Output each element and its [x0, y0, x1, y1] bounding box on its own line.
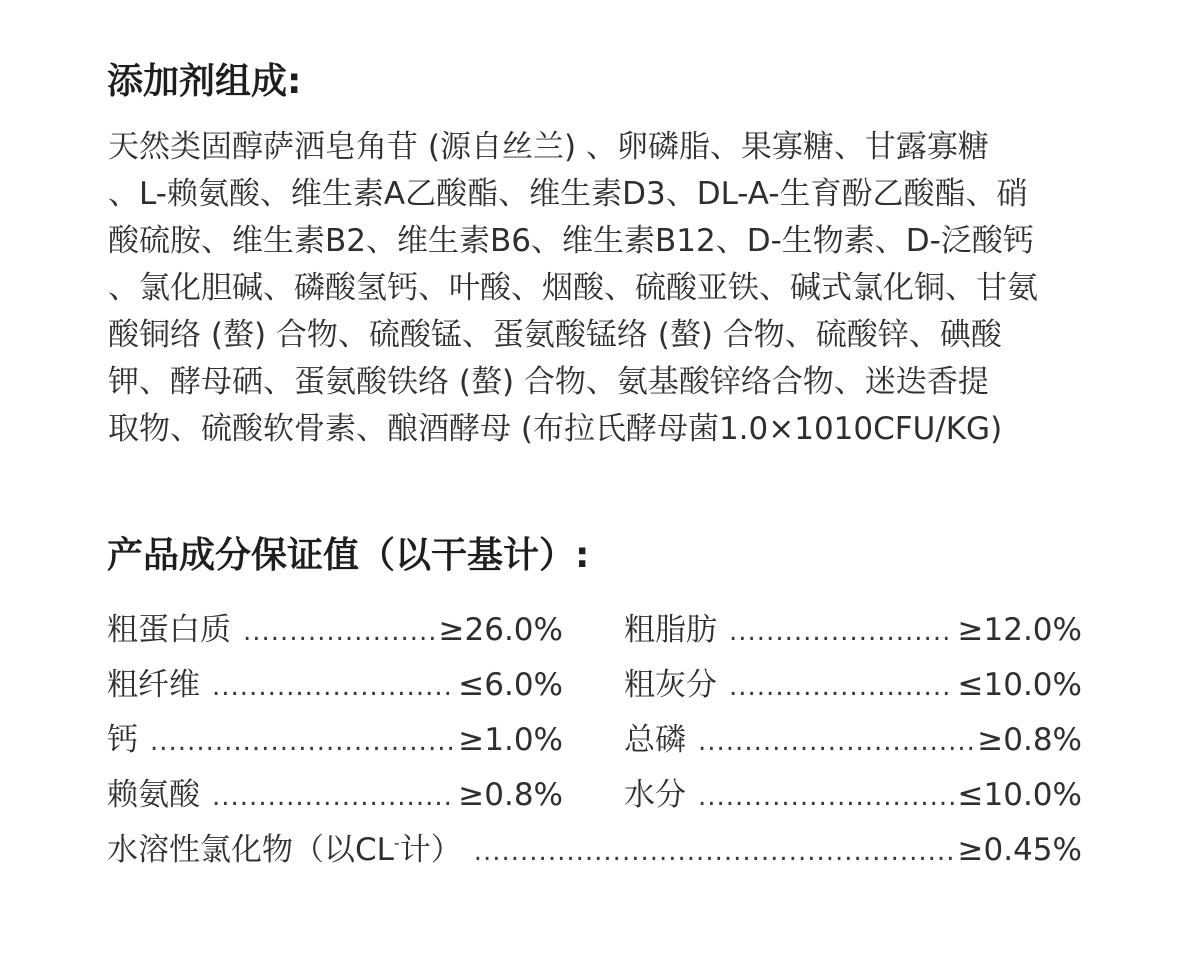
dot-leader [474, 837, 954, 867]
dot-leader [729, 617, 954, 647]
analysis-row-calcium [107, 714, 563, 760]
additives-line: 、L-赖氨酸、维生素A乙酸酯、维生素D3、DL-A-生育酚乙酸酯、硝 [108, 176, 1028, 212]
additives-title: 添加剂组成: [107, 61, 302, 102]
analysis-value: ≥26.0% [438, 612, 563, 648]
additives-line: 酸硫胺、维生素B2、维生素B6、维生素B12、D-生物素、D-泛酸钙 [108, 223, 1034, 259]
dot-leader [698, 782, 954, 812]
analysis-value: ≤6.0% [458, 667, 563, 703]
additives-line: 钾、酵母硒、蛋氨酸铁络 (螯) 合物、氨基酸锌络合物、迷迭香提 [108, 364, 989, 400]
analysis-title: 产品成分保证值（以干基计）: [107, 535, 590, 576]
analysis-row-moisture [624, 769, 1082, 815]
analysis-label [107, 824, 462, 869]
analysis-label: 赖氨酸 [107, 777, 200, 813]
analysis-label: 水分 [624, 777, 686, 813]
analysis-row-crude-fat [624, 604, 1082, 650]
dot-leader [150, 727, 454, 757]
analysis-row-chloride [107, 824, 1082, 870]
additives-line: 、氯化胆碱、磷酸氢钙、叶酸、烟酸、硫酸亚铁、碱式氯化铜、甘氨 [108, 270, 1038, 306]
analysis-value: ≤10.0% [957, 667, 1082, 703]
analysis-label: 粗灰分 [624, 667, 717, 703]
dot-leader [212, 782, 454, 812]
chloride-label-post: 计） [399, 832, 462, 868]
analysis-value: ≥12.0% [957, 612, 1082, 648]
analysis-row-crude-fiber [107, 659, 563, 705]
dot-leader [698, 727, 973, 757]
analysis-value: ≥1.0% [458, 722, 563, 758]
analysis-value: ≥0.8% [977, 722, 1082, 758]
analysis-value: ≤10.0% [957, 777, 1082, 813]
additives-line: 天然类固醇萨洒皂角苷 (源自丝兰) 、卵磷脂、果寡糖、甘露寡糖 [108, 129, 989, 165]
analysis-value: ≥0.45% [957, 832, 1082, 868]
analysis-label: 粗脂肪 [624, 612, 717, 648]
analysis-row-crude-ash [624, 659, 1082, 705]
analysis-label: 总磷 [624, 722, 686, 758]
chloride-label-pre: 水溶性氯化物（以CL [107, 832, 394, 868]
analysis-row-crude-protein [107, 604, 563, 650]
additives-line: 取物、硫酸软骨素、酿酒酵母 (布拉氏酵母菌1.0×1010CFU/KG) [108, 411, 1003, 447]
chloride-label-superscript: - [393, 833, 400, 853]
analysis-row-lysine [107, 769, 563, 815]
additives-line: 酸铜络 (螯) 合物、硫酸锰、蛋氨酸锰络 (螯) 合物、硫酸锌、碘酸 [108, 317, 1002, 353]
dot-leader [212, 672, 454, 702]
analysis-label: 粗蛋白质 [107, 612, 231, 648]
dot-leader [243, 617, 435, 647]
analysis-label: 粗纤维 [107, 667, 200, 703]
dot-leader [729, 672, 954, 702]
analysis-value: ≥0.8% [458, 777, 563, 813]
additives-list [108, 124, 1088, 453]
analysis-label: 钙 [107, 722, 138, 758]
analysis-row-total-phosphorus [624, 714, 1082, 760]
